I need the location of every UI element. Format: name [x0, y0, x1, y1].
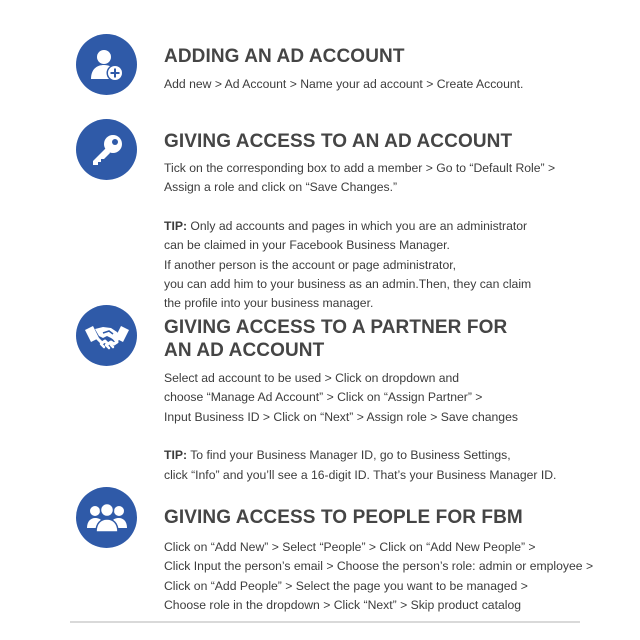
- section-title: GIVING ACCESS TO PEOPLE FOR FBM: [164, 507, 523, 528]
- bottom-divider: [70, 621, 580, 623]
- tip-line: [164, 217, 634, 236]
- section-body-line: Click Input the person’s email > Choose the person’s role: admin or employee >: [164, 559, 594, 574]
- handshake-icon: [76, 305, 137, 366]
- section-title: ADDING AN AD ACCOUNT: [164, 46, 405, 67]
- section-body-line: Tick on the corresponding box to add a member > Go to “Default Role” >: [164, 161, 556, 175]
- tip-label: TIP:: [164, 448, 188, 463]
- section-body-line: Click on “Add New” > Select “People” > Click on “Add New People” >: [164, 540, 536, 554]
- tip-text: To find your Business Manager ID, go to Business Settings,: [187, 448, 511, 463]
- section-body-line: Assign a role and click on “Save Changes.”: [164, 180, 398, 195]
- section-title: GIVING ACCESS TO AN AD ACCOUNT: [164, 131, 513, 152]
- tip-line: the profile into your business manager.: [164, 296, 374, 311]
- section-body-line: Choose role in the dropdown > Click “Next” > Skip product catalog: [164, 598, 522, 613]
- section-body-line: Input Business ID > Click on “Next” > Assign role > Save changes: [164, 409, 518, 424]
- tip-line: [164, 446, 634, 465]
- section-body-line: Add new > Ad Account > Name your ad account > Create Account.: [164, 77, 524, 91]
- add-user-icon: [76, 34, 137, 95]
- key-icon: [76, 119, 137, 180]
- section-title: GIVING ACCESS TO A PARTNER FOR: [164, 317, 508, 338]
- tip-line: If another person is the account or page administrator,: [164, 257, 456, 272]
- section-title: AN AD ACCOUNT: [164, 340, 325, 361]
- tip-line: you can add him to your business as an admin.Then, they can claim: [164, 277, 532, 292]
- section-body-line: Select ad account to be used > Click on dropdown and: [164, 371, 460, 385]
- tip-line: can be claimed in your Facebook Business Manager.: [164, 238, 450, 253]
- tip-line: click “Info” and you’ll see a 16-digit ID. That’s your Business Manager ID.: [164, 467, 557, 482]
- people-group-icon: [76, 487, 137, 548]
- tip-label: TIP:: [164, 218, 188, 233]
- tip-text: Only ad accounts and pages in which you are an administrator: [187, 218, 528, 233]
- section-body-line: Click on “Add People” > Select the page you want to be managed >: [164, 578, 528, 593]
- section-body-line: choose “Manage Ad Account” > Click on “Assign Partner” >: [164, 390, 483, 405]
